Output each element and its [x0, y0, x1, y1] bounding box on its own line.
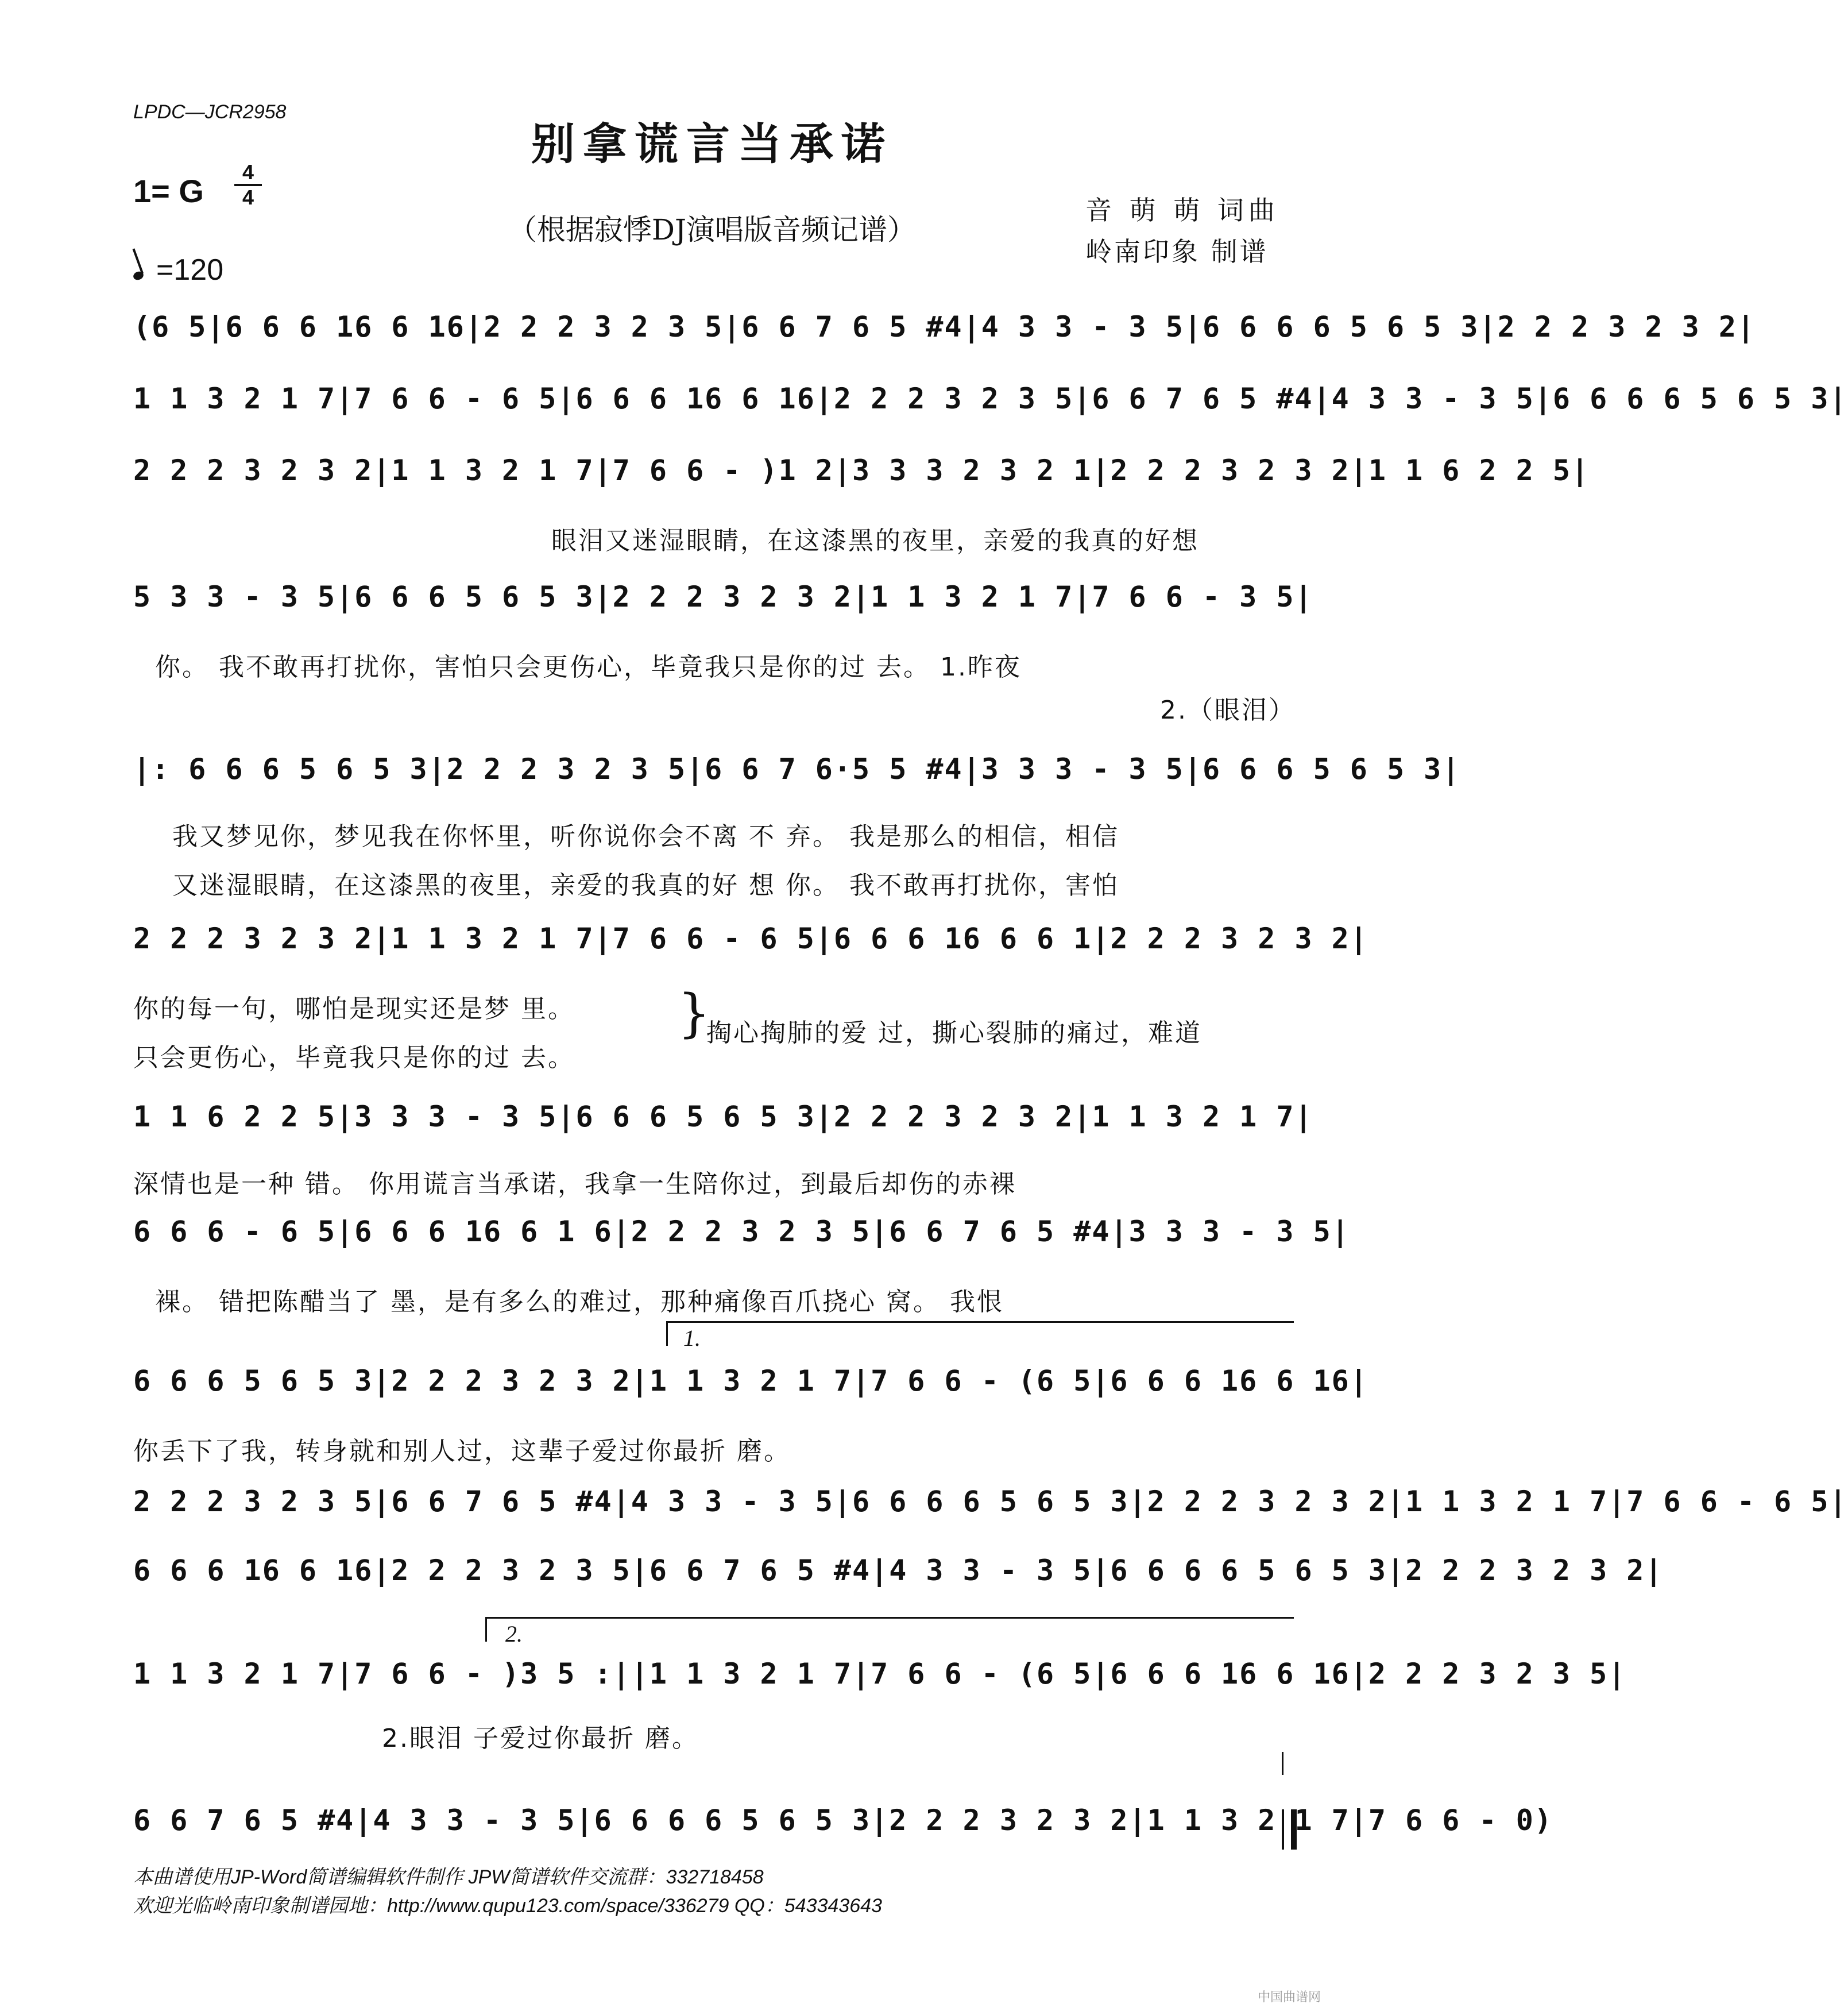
footer-line-1: 本曲谱使用JP-Word简谱编辑软件制作 JPW简谱软件交流群：332718458: [133, 1866, 764, 1888]
volta-bracket-1: [666, 1321, 1294, 1346]
staff-text: 2 2 2 3 2 3 2|1 1 3 2 1 7|7 6 6 - 6 5|6 6 6 16 6 6 1|2 2 2 3 2 3 2|: [133, 922, 1368, 955]
staff-line-9: [133, 1364, 1368, 1398]
staff-line-6: [133, 922, 1368, 955]
volta-label-1: 1.: [683, 1325, 701, 1351]
staff-text: 2 2 2 3 2 3 2|1 1 3 2 1 7|7 6 6 - )1 2|3 3 3 2 3 2 1|2 2 2 3 2 3 2|1 1 6 2 2 5|: [133, 454, 1590, 487]
staff-line-2: [133, 382, 1848, 415]
staff-text: 5 3 3 - 3 5|6 6 6 5 6 5 3|2 2 2 3 2 3 2|1 1 3 2 1 7|7 6 6 - 3 5|: [133, 580, 1313, 613]
lyric-line-8: 裸。 错把陈醋当了 墨，是有多么的难过，那种痛像百爪挠心 窝。 我恨: [155, 1287, 1004, 1317]
subtitle: （根据寂悸DJ演唱版音频记谱）: [508, 213, 917, 246]
lyric-line-7: 深情也是一种 错。 你用谎言当承诺，我拿一生陪你过，到最后却伤的赤裸: [133, 1169, 1016, 1199]
volta-bracket-2: [485, 1617, 1294, 1642]
quarter-note-icon: [132, 270, 145, 281]
staff-text: 6 6 6 16 6 16|2 2 2 3 2 3 5|6 6 7 6 5 #4|4 3 3 - 3 5|6 6 6 6 5 6 5 3|2 2 2 3 2 3 2|: [133, 1554, 1664, 1587]
final-barline: [1282, 1809, 1297, 1850]
staff-text: 6 6 6 5 6 5 3|2 2 2 3 2 3 2|1 1 3 2 1 7|7 6 6 - (6 5|6 6 6 16 6 16|: [133, 1364, 1368, 1398]
watermark-logo: 中国曲谱网: [1258, 1990, 1321, 2004]
staff-line-1: [133, 310, 1756, 343]
staff-text: 2 2 2 3 2 3 5|6 6 7 6 5 #4|4 3 3 - 3 5|6 6 6 6 5 6 5 3|2 2 2 3 2 3 2|1 1 3 2 1 7|7 6 6 - 6 5|: [133, 1485, 1848, 1518]
staff-line-3: [133, 454, 1590, 487]
key-signature: 1= G: [133, 173, 204, 209]
staff-text: 6 6 6 - 6 5|6 6 6 16 6 1 6|2 2 2 3 2 3 5|6 6 7 6 5 #4|3 3 3 - 3 5|: [133, 1215, 1350, 1248]
brace-icon: }: [678, 983, 711, 1044]
staff-line-11: [133, 1554, 1664, 1587]
lyric-line-6b: 只会更伤心，毕竟我只是你的过 去。: [133, 1043, 575, 1072]
staff-text: (6 5|6 6 6 16 6 16|2 2 2 3 2 3 5|6 6 7 6 5 #4|4 3 3 - 3 5|6 6 6 6 5 6 5 3|2 2 2 3 2 3 2|: [133, 310, 1756, 343]
lyric-line-4b: 2.（眼泪）: [1160, 696, 1296, 725]
meter-top: 4: [242, 160, 254, 184]
lyric-line-4: 你。 我不敢再打扰你，害怕只会更伤心，毕竟我只是你的过 去。 1.昨夜: [155, 653, 1022, 682]
staff-line-8: [133, 1215, 1350, 1248]
staff-line-12: [133, 1657, 1627, 1690]
staff-line-7: [133, 1100, 1313, 1133]
staff-line-4: [133, 580, 1313, 613]
staff-text: 6 6 7 6 5 #4|4 3 3 - 3 5|6 6 6 6 5 6 5 3|2 2 2 3 2 3 2|1 1 3 2 1 7|7 6 6 - 0): [133, 1804, 1553, 1837]
credit-arranger: 岭南印象 制谱: [1085, 236, 1269, 267]
volta-label-2: 2.: [505, 1621, 523, 1647]
staff-text: |: 6 6 6 5 6 5 3|2 2 2 3 2 3 5|6 6 7 6·5 5 #4|3 3 3 - 3 5|6 6 6 5 6 5 3|: [133, 752, 1461, 786]
lyric-line-12: 2.眼泪 子爱过你最折 磨。: [382, 1724, 699, 1753]
staff-line-10: [133, 1485, 1848, 1518]
staff-line-5: [133, 752, 1461, 786]
lyric-line-5a: 我又梦见你，梦见我在你怀里，听你说你会不离 不 弃。 我是那么的相信，相信: [172, 822, 1119, 851]
lyric-line-3: 眼泪又迷湿眼睛，在这漆黑的夜里，亲爱的我真的好想: [551, 526, 1199, 555]
staff-text: 1 1 3 2 1 7|7 6 6 - 6 5|6 6 6 16 6 16|2 2 2 3 2 3 5|6 6 7 6 5 #4|4 3 3 - 3 5|6 6 6 6 5 6 5 3|: [133, 382, 1848, 415]
score-code: LPDC—JCR2958: [133, 101, 287, 123]
song-title: 别拿谎言当承诺: [531, 118, 893, 169]
tempo-marking: [133, 253, 223, 287]
end-volta-mark: [1282, 1752, 1285, 1775]
credit-words-music: 音 萌 萌 词曲: [1085, 195, 1279, 226]
lyric-line-6c: 掏心掏肺的爱 过，撕心裂肺的痛过，难道: [706, 1018, 1202, 1048]
lyric-line-9: 你丢下了我，转身就和别人过，这辈子爱过你最折 磨。: [133, 1437, 791, 1466]
time-signature: [234, 162, 262, 208]
staff-text: 1 1 6 2 2 5|3 3 3 - 3 5|6 6 6 5 6 5 3|2 2 2 3 2 3 2|1 1 3 2 1 7|: [133, 1100, 1313, 1133]
footer-line-2: 欢迎光临岭南印象制谱园地：http://www.qupu123.com/space/336279 QQ：543343643: [133, 1895, 882, 1917]
tempo-value: =120: [156, 253, 224, 287]
lyric-line-5b: 又迷湿眼睛，在这漆黑的夜里，亲爱的我真的好 想 你。 我不敢再打扰你，害怕: [172, 871, 1119, 900]
staff-text: 1 1 3 2 1 7|7 6 6 - )3 5 :||1 1 3 2 1 7|7 6 6 - (6 5|6 6 6 16 6 16|2 2 2 3 2 3 5|: [133, 1657, 1627, 1690]
lyric-line-6a: 你的每一句，哪怕是现实还是梦 里。: [133, 994, 575, 1024]
staff-line-13: [133, 1804, 1553, 1837]
meter-bottom: 4: [242, 186, 254, 209]
